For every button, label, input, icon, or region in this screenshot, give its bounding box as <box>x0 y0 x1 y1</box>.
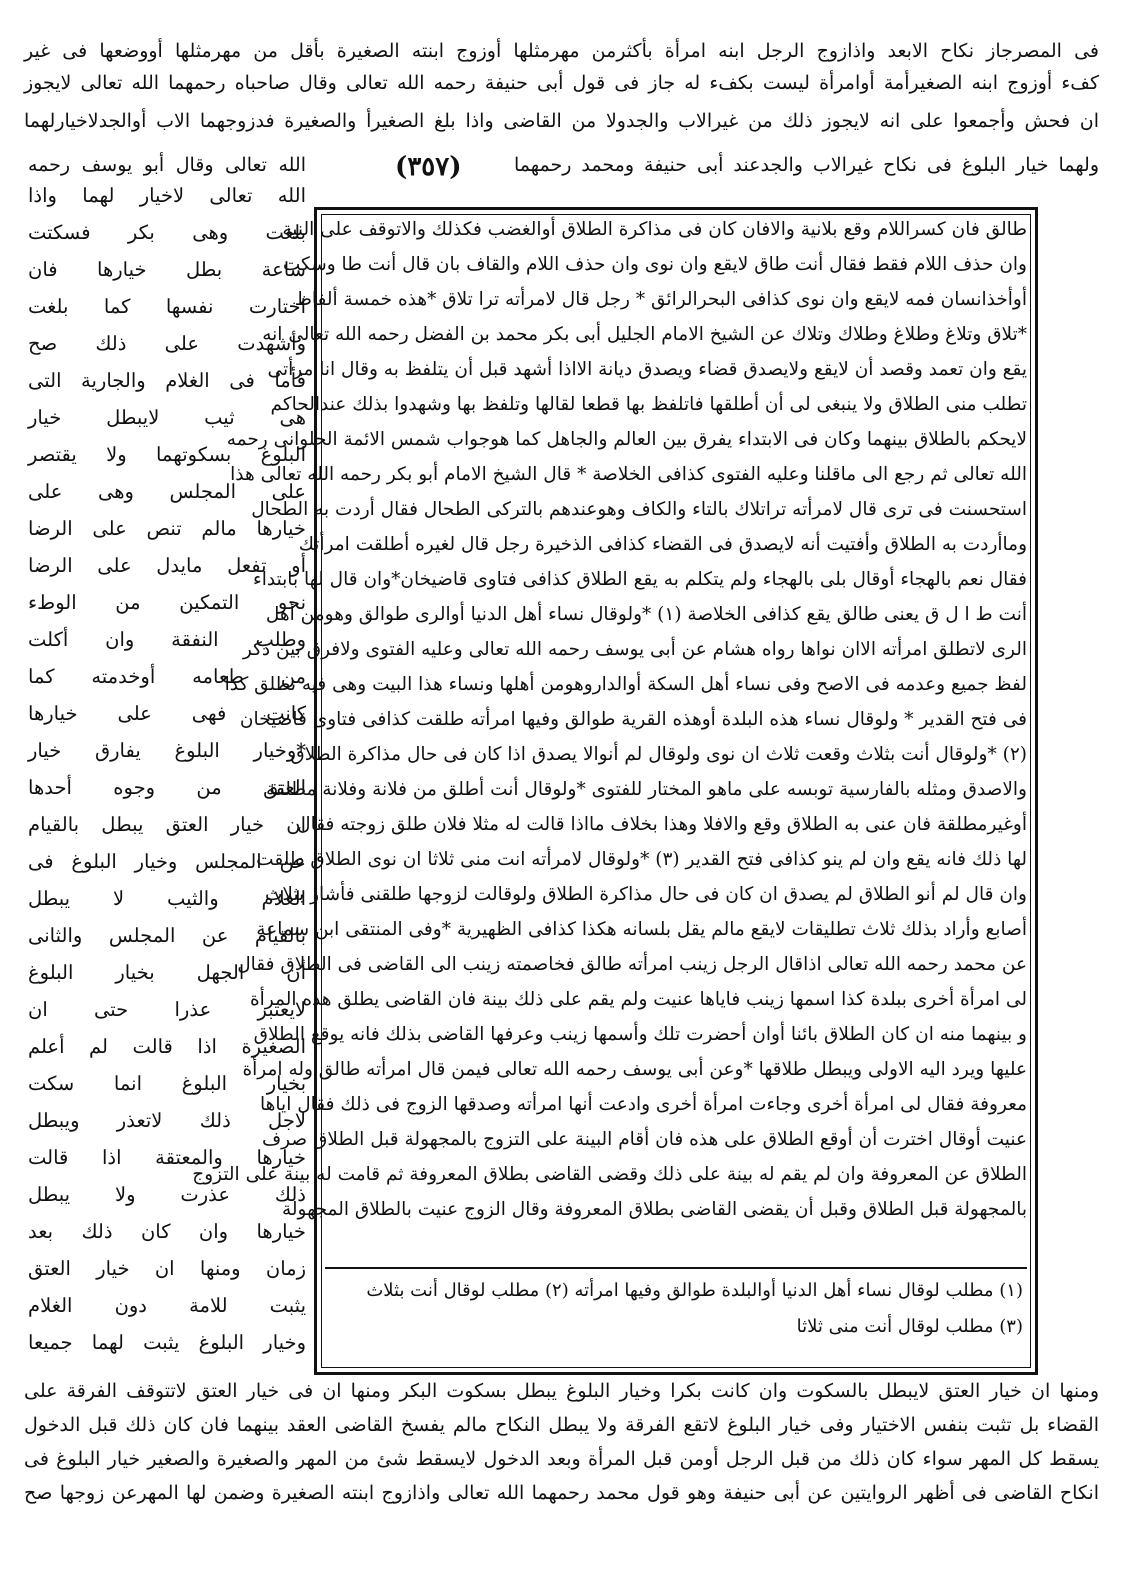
main-text-line: عن محمد رحمه الله تعالى اذاقال الرجل زينب امرأته طالق فخاصمته زينب الى القاضى فى الطلاق فقال <box>237 954 1027 975</box>
margin-line: ذلك عذرت ولا يبطل <box>28 1183 306 1206</box>
margin-line: بلغت وهى بكر فسكتت <box>28 221 306 244</box>
main-text-line: لها ذلك فانه يقع وان لم ينو كذافى فتح القدير (٣) *ولوقال لامرأته انت منى ثلاثا ان نوى الطلاق طلقت <box>256 849 1027 870</box>
margin-line: *وخيار البلوغ يفارق خيار <box>28 739 306 762</box>
margin-line: الصغيرة اذا قالت لم أعلم <box>28 1035 306 1058</box>
main-text-line: الرى لاتطلق امرأته الاان نواها رواه هشام عن أبى يوسف رحمه الله تعالى وعليه الفتوى ولافرق بين ذكر <box>242 639 1027 660</box>
main-text-line: أصابع وأراد بذلك ثلاث تطليقات لايقع مالم يقل بلسانه هكذا كذافى الظهيرية *وفى المنتقى ابن سماعة <box>256 919 1027 940</box>
margin-line: عن المجلس وخيار البلوغ فى <box>28 850 306 873</box>
main-text-line: طالق فان كسراللام وقع بلانية والافان كان فى مذاكرة الطلاق أوالغضب فكذلك والاتوقف على النية <box>282 219 1027 240</box>
main-text-line: الله تعالى ثم رجع الى ماقلنا وعليه الفتوى كذافى الخلاصة * قال الشيخ الامام أبو بكر رحمه الله تعالى هذا <box>230 464 1027 485</box>
bottom-line: انكاح القاضى فى أظهر الروايتين عن أبى حنيفة وهو قول محمد رحمهما الله تعالى واذازوج ابنته الصغيرة وضمن لها المهرعن زوجها صح <box>24 1482 1099 1504</box>
main-text-line: و بينهما منه ان كان الطلاق بائنا أوان أحضرت تلك وأسمها زينب وعرفها القاضى بذلك فانه يوقع الطلاق <box>253 1024 1027 1045</box>
main-text-line: استحسنت فى ترى قال لامرأته تراتلاك بالتاء والكاف وهوعندهم بالتركى الطحال فقال أردت به الطحال <box>251 499 1027 520</box>
margin-line: ساعة بطل خيارها فان <box>28 258 306 281</box>
main-text-line: فى فتح القدير * ولوقال نساء هذه البلدة أوهذه القرية طوالق وفيها امرأته طلقت كذافى فتاوى قاضيخان <box>239 709 1027 730</box>
margin-line: وخيار البلوغ يثبت لهما جميعا <box>28 1331 306 1354</box>
header-line: كفء أوزوج ابنه الصغيرأمة أوامرأة ليست بكفء له جاز فى قول أبى حنيفة رحمه الله تعالى وقال صاحباه رحمهما الله تعالى لايجوز <box>24 72 1099 94</box>
main-text-line: يقع وان تعمد وقصد أن لايقع ولايصدق قضاء ويصدق ديانة الااذا أشهد قبل أن يتلفظ به وقال انا مرأتى <box>267 359 1027 380</box>
header-line: فى المصرجاز نكاح الابعد واذازوج الرجل ابنه امرأة بأكثرمن مهرمثلها أوزوج ابنته الصغيرة بأقل من مهرمثلها أووضعها فى غير <box>24 40 1099 62</box>
margin-line: من طعامه أوخدمته كما <box>28 665 306 688</box>
margin-line: ان خيار العتق يبطل بالقيام <box>28 813 306 836</box>
header-line-left: الله تعالى وقال أبو يوسف رحمه <box>28 154 306 176</box>
margin-line: نحو التمكين من الوطء <box>28 591 306 614</box>
main-text-line: عليها ويرد اليه الاولى ويبطل طلاقها *وعن أبى يوسف رحمه الله تعالى فيمن قال امرأته طالق وله امرأة <box>242 1059 1027 1080</box>
margin-line: وأشهدت على ذلك صح <box>28 332 306 355</box>
main-text-line: أوغيرمطلقة فان عنى به الطلاق وقع والافلا وهذا بخلاف مااذا قالت له مثلا فلان طلق زوجته فقال <box>297 814 1027 835</box>
margin-line: وطلب النفقة وان أكلت <box>28 628 306 651</box>
margin-line: اختارت نفسها كما بلغت <box>28 295 306 318</box>
margin-line: بخيار البلوغ انما سكت <box>28 1072 306 1095</box>
margin-line: يثبت للامة دون الغلام <box>28 1294 306 1317</box>
page-number: (٣٥٧) <box>395 152 462 182</box>
margin-commentary <box>28 182 306 1372</box>
margin-line: كانت فهى على خيارها <box>28 702 306 725</box>
main-text-line: (٢) *ولوقال أنت بثلاث وقعت ثلاث ان نوى ولوقال لم أنوالا يصدق اذا كان فى حال مذاكرة الطلاق <box>290 744 1027 765</box>
main-text-line: أوأخذانسان فمه لايقع وان نوى كذافى البحرالرائق * رجل قال لامرأته ترا تلاق *هذه خمسة ألفاظ <box>294 289 1027 310</box>
margin-line: لاجل ذلك لاتعذر ويبطل <box>28 1109 306 1132</box>
margin-line: أن الجهل بخيار البلوغ <box>28 961 306 984</box>
footnote-separator <box>325 1267 1027 1269</box>
main-text-line: عنيت أوقال اخترت أن أوقع الطلاق على هذه فان أقام البينة على التزوج بالمجهولة قبل الطلاق صرف <box>262 1129 1027 1150</box>
main-text-line: *تلاق وتلاغ وطلاغ وطلاك وتلاك عن الشيخ الامام الجليل أبى بكر محمد بن الفضل رحمه الله تعالى انه <box>262 324 1027 345</box>
main-text-box <box>192 207 1038 1375</box>
margin-line: بالقيام عن المجلس والثانى <box>28 924 306 947</box>
margin-line: لايعتبر عذرا حتى ان <box>28 998 306 1021</box>
footnote-line: (١) مطلب لوقال نساء أهل الدنيا أوالبلدة طوالق وفيها امرأته (٢) مطلب لوقال أنت بثلاث <box>366 1280 1023 1301</box>
main-text-line: وان قال لم أنو الطلاق لم يصدق ان كان فى حال مذاكرة الطلاق ولوقالت لزوجها طلقنى فأشار بثلاث <box>265 884 1027 905</box>
margin-line: الغلام والثيب لا يبطل <box>28 887 306 910</box>
main-text-line: الطلاق عن المعروفة وان لم يقم له بينة على ذلك وقضى القاضى بطلاق المعروفة ثم قامت له بينة على التزوج <box>192 1164 1027 1185</box>
main-text-line: بالمجهولة قبل الطلاق وقبل أن يقضى القاضى بطلاق المعروفة وقال الزوج عنيت بالطلاق المجهولة <box>281 1199 1027 1220</box>
margin-line: أو تفعل مايدل على الرضا <box>28 554 306 577</box>
margin-line: فأما فى الغلام والجارية التى <box>28 369 306 392</box>
main-text-line: وان حذف اللام فقط فقال أنت طاق لايقع وان نوى وان حذف اللام والقاف بان قال أنت طا وسكت <box>282 254 1027 275</box>
main-text-line: فقال نعم بالهجاء أوقال بلى بالهجاء ولم يتكلم به يقع الطلاق كذافى فتاوى قاضيخان*وان قال لها بابتداء <box>253 569 1027 590</box>
bottom-line: ومنها ان خيار العتق لايبطل بالسكوت وان كانت بكرا وخيار البلوغ يبطل بسكوت البكر ومنها ان فى خيار العتق لاتتوقف الفرقة على <box>24 1380 1099 1402</box>
bottom-line: يسقط كل المهر سواء كان ذلك من قبل الرجل أومن قبل المرأة وبعد الدخول لايسقط شئ من المهر والصغيرة والصغير خيار البلوغ فى <box>24 1448 1100 1470</box>
main-text-line: تطلب منى الطلاق ولا ينبغى لى أن أطلقها فاتلفظ بها قطعا لقالها وتلفظ بها وشهدوا بذلك عندالحاكم <box>270 394 1027 415</box>
bottom-line: القضاء بل تثبت بنفس الاختيار وفى خيار البلوغ لاتقع الفرقة ولا يبطل النكاح مالم يفسخ القاضى العقد بينهما فان كان ذلك قبل الدخول <box>24 1414 1099 1436</box>
main-text-line: معروفة فقال لى امرأة أخرى وجاءت امرأة أخرى وادعت أنها امرأته وصدقها الزوج فى ذلك فقال اياها <box>260 1094 1027 1115</box>
main-text-line: لايحكم بالطلاق بينهما وكان فى الابتداء يفرق بين العالم والجاهل كما هوجواب شمس الائمة الحلوانى رحمه <box>226 429 1027 450</box>
main-text-line: وماأردت به الطلاق وأفتيت أنه لايصدق فى القضاء كذافى الذخيرة رجل قال لغيره أطلقت امرأتك <box>298 534 1027 555</box>
margin-line: البلوغ بسكوتهما ولا يقتصر <box>28 443 306 466</box>
main-text-line: لفظ جميع وعدمه فى الاصح وفى نساء أهل السكة أوالداروهومن أهلها ونساء هذا البيت وهى فيه تطلق كذا <box>224 674 1027 695</box>
header-line: ولهما خيار البلوغ فى نكاح غيرالاب والجدعند أبى حنيفة ومحمد رحمهما <box>514 154 1099 176</box>
margin-line: خيارها مالم تنص على الرضا <box>28 517 306 540</box>
footnote-line: (٣) مطلب لوقال أنت منى ثلاثا <box>796 1316 1023 1337</box>
main-text-line: والاصدق ومثله بالفارسية توبسه على ماهو المختار للفتوى *ولوقال أنت أطلق من فلانة وفلانة مطلقة <box>265 779 1027 800</box>
margin-line: زمان ومنها ان خيار العتق <box>28 1257 306 1280</box>
margin-line: خيارها والمعتقة اذا قالت <box>28 1146 306 1169</box>
header-line: ان فحش وأجمعوا على انه لايجوز ذلك من غيرالاب والجدولا من القاضى واذا بلغ الصغيرأ والصغيرة فدزوجهما الاب أوالجدلاخيارلهما <box>24 110 1099 132</box>
margin-line: خيارها وان كان ذلك بعد <box>28 1220 306 1243</box>
main-text-line: لى امرأة أخرى ببلدة كذا اسمها زينب فاياها عنيت ولم يقم على ذلك بينة فان القاضى يطلق هذه المرأة <box>249 989 1027 1010</box>
main-text-line: أنت ط ا ل ق يعنى طالق يقع كذافى الخلاصة (١) *ولوقال نساء أهل الدنيا أوالرى طوالق وهومن أهل <box>265 604 1027 625</box>
margin-line: العتق من وجوه أحدها <box>28 776 306 799</box>
margin-line: الله تعالى لاخيار لهما واذا <box>28 184 306 207</box>
margin-line: على المجلس وهى على <box>28 480 306 503</box>
margin-line: هى ثيب لايبطل خيار <box>28 406 306 429</box>
